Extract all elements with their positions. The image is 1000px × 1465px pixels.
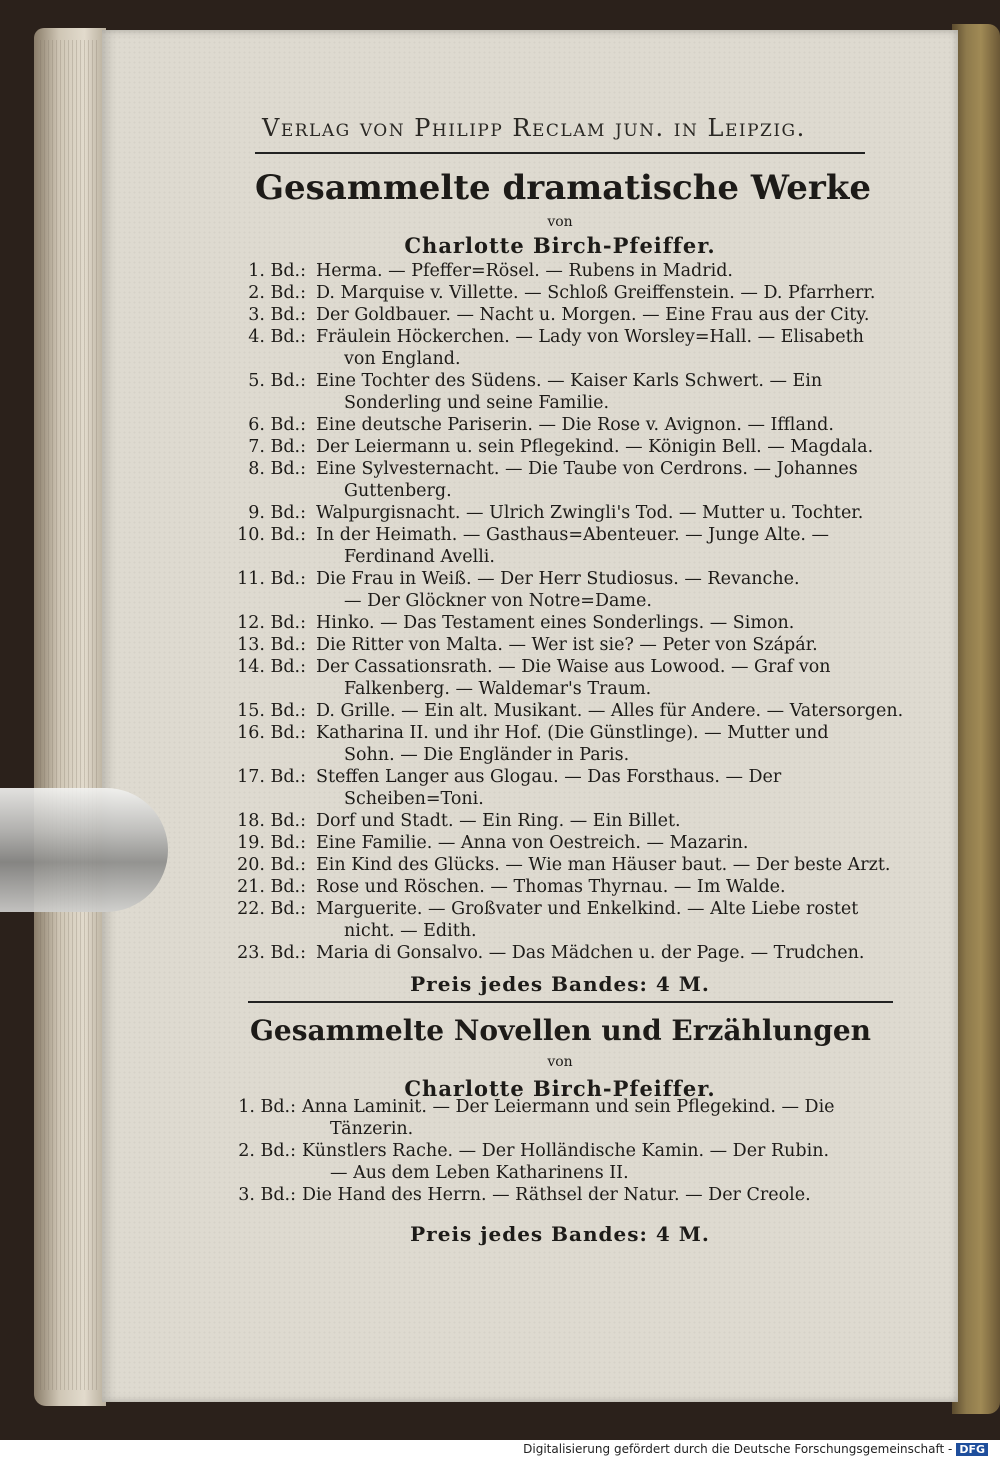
volume-number: 6. Bd.: xyxy=(248,415,306,435)
volume-contents: — Aus dem Leben Katharinens II. xyxy=(330,1163,629,1183)
volume-contents: Dorf und Stadt. — Ein Ring. — Ein Billet. xyxy=(316,811,681,831)
volume-number: 14. Bd.: xyxy=(237,657,306,677)
section1-von: von xyxy=(547,214,573,230)
volume-contents: Steffen Langer aus Glogau. — Das Forsthaus. — Der xyxy=(316,767,782,787)
volume-number: 3. Bd.: xyxy=(238,1185,296,1205)
volume-contents: Sohn. — Die Engländer in Paris. xyxy=(344,745,630,765)
volume-number: 21. Bd.: xyxy=(237,877,306,897)
volume-contents: Eine deutsche Pariserin. — Die Rose v. Avignon. — Iffland. xyxy=(316,415,834,435)
page-clip xyxy=(0,788,168,912)
volume-number: 16. Bd.: xyxy=(237,723,306,743)
dfg-logo: DFG xyxy=(956,1443,988,1456)
volume-number: 9. Bd.: xyxy=(248,503,306,523)
volume-number: 5. Bd.: xyxy=(248,371,306,391)
volume-number: 4. Bd.: xyxy=(248,327,306,347)
volume-contents: Tänzerin. xyxy=(330,1119,414,1139)
volume-contents: nicht. — Edith. xyxy=(344,921,477,941)
volume-number: 20. Bd.: xyxy=(237,855,306,875)
volume-contents: Sonderling und seine Familie. xyxy=(344,393,610,413)
volume-contents: Hinko. — Das Testament eines Sonderlings. — Simon. xyxy=(316,613,795,633)
volume-contents: D. Grille. — Ein alt. Musikant. — Alles für Andere. — Vatersorgen. xyxy=(316,701,904,721)
volume-contents: Die Frau in Weiß. — Der Herr Studiosus. — Revanche. xyxy=(316,569,800,589)
section1-title: Gesammelte dramatische Werke xyxy=(255,168,872,208)
volume-number: 18. Bd.: xyxy=(237,811,306,831)
volume-contents: Ein Kind des Glücks. — Wie man Häuser baut. — Der beste Arzt. xyxy=(316,855,891,875)
header-rule xyxy=(255,152,865,154)
volume-number: 23. Bd.: xyxy=(237,943,306,963)
volume-contents: In der Heimath. — Gasthaus=Abenteuer. — Junge Alte. — xyxy=(316,525,830,545)
volume-number: 19. Bd.: xyxy=(237,833,306,853)
volume-contents: D. Marquise v. Villette. — Schloß Greiffenstein. — D. Pfarrherr. xyxy=(316,283,876,303)
volume-contents: Eine Tochter des Südens. — Kaiser Karls Schwert. — Ein xyxy=(316,371,823,391)
volume-contents: Guttenberg. xyxy=(344,481,452,501)
volume-contents: Falkenberg. — Waldemar's Traum. xyxy=(344,679,652,699)
volume-number: 3. Bd.: xyxy=(248,305,306,325)
book-cover-edge xyxy=(952,24,1000,1414)
footer-credit xyxy=(523,1442,988,1456)
publisher-header: Verlag von Philipp Reclam jun. in Leipzig. xyxy=(262,114,806,142)
volume-contents: Anna Laminit. — Der Leiermann und sein Pflegekind. — Die xyxy=(302,1097,835,1117)
volume-number: 13. Bd.: xyxy=(237,635,306,655)
footer-text: Digitalisierung gefördert durch die Deutsche Forschungsgemeinschaft - xyxy=(523,1442,953,1456)
volume-number: 8. Bd.: xyxy=(248,459,306,479)
volume-number: 1. Bd.: xyxy=(248,261,306,281)
volume-number: 2. Bd.: xyxy=(238,1141,296,1161)
volume-number: 7. Bd.: xyxy=(248,437,306,457)
volume-contents: Maria di Gonsalvo. — Das Mädchen u. der Page. — Trudchen. xyxy=(316,943,865,963)
volume-number: 11. Bd.: xyxy=(237,569,306,589)
volume-contents: Marguerite. — Großvater und Enkelkind. — Alte Liebe rostet xyxy=(316,899,859,919)
volume-number: 2. Bd.: xyxy=(248,283,306,303)
section2-author: Charlotte Birch-Pfeiffer. xyxy=(404,1076,716,1101)
volume-contents: Herma. — Pfeffer=Rösel. — Rubens in Madrid. xyxy=(316,261,733,281)
volume-contents: Ferdinand Avelli. xyxy=(344,547,495,567)
volume-number: 10. Bd.: xyxy=(237,525,306,545)
volume-contents: Künstlers Rache. — Der Holländische Kamin. — Der Rubin. xyxy=(302,1141,830,1161)
volume-contents: Der Leiermann u. sein Pflegekind. — Königin Bell. — Magdala. xyxy=(316,437,874,457)
volume-number: 22. Bd.: xyxy=(237,899,306,919)
volume-contents: Katharina II. und ihr Hof. (Die Günstlinge). — Mutter und xyxy=(316,723,829,743)
section2-von: von xyxy=(547,1054,573,1070)
volume-contents: Eine Sylvesternacht. — Die Taube von Cerdrons. — Johannes xyxy=(316,459,858,479)
volume-number: 17. Bd.: xyxy=(237,767,306,787)
volume-number: 12. Bd.: xyxy=(237,613,306,633)
volume-contents: Der Cassationsrath. — Die Waise aus Lowood. — Graf von xyxy=(316,657,831,677)
volume-contents: Die Ritter von Malta. — Wer ist sie? — Peter von Szápár. xyxy=(316,635,818,655)
section-divider xyxy=(248,1001,893,1003)
volume-contents: Fräulein Höckerchen. — Lady von Worsley=Hall. — Elisabeth xyxy=(316,327,864,347)
volume-contents: Rose und Röschen. — Thomas Thyrnau. — Im Walde. xyxy=(316,877,786,897)
volume-contents: Die Hand des Herrn. — Räthsel der Natur. — Der Creole. xyxy=(302,1185,811,1205)
section2-price: Preis jedes Bandes: 4 M. xyxy=(410,1222,710,1246)
volume-contents: Eine Familie. — Anna von Oestreich. — Mazarin. xyxy=(316,833,749,853)
volume-contents: von England. xyxy=(344,349,461,369)
volume-number: 15. Bd.: xyxy=(237,701,306,721)
section1-author: Charlotte Birch-Pfeiffer. xyxy=(404,233,716,258)
section2-title: Gesammelte Novellen und Erzählungen xyxy=(250,1014,872,1047)
page-edges xyxy=(40,40,100,1390)
volume-contents: Scheiben=Toni. xyxy=(344,789,484,809)
section1-price: Preis jedes Bandes: 4 M. xyxy=(410,972,710,996)
volume-contents: Der Goldbauer. — Nacht u. Morgen. — Eine Frau aus der City. xyxy=(316,305,870,325)
volume-contents: Walpurgisnacht. — Ulrich Zwingli's Tod. — Mutter u. Tochter. xyxy=(316,503,864,523)
volume-number: 1. Bd.: xyxy=(238,1097,296,1117)
volume-contents: — Der Glöckner von Notre=Dame. xyxy=(344,591,652,611)
